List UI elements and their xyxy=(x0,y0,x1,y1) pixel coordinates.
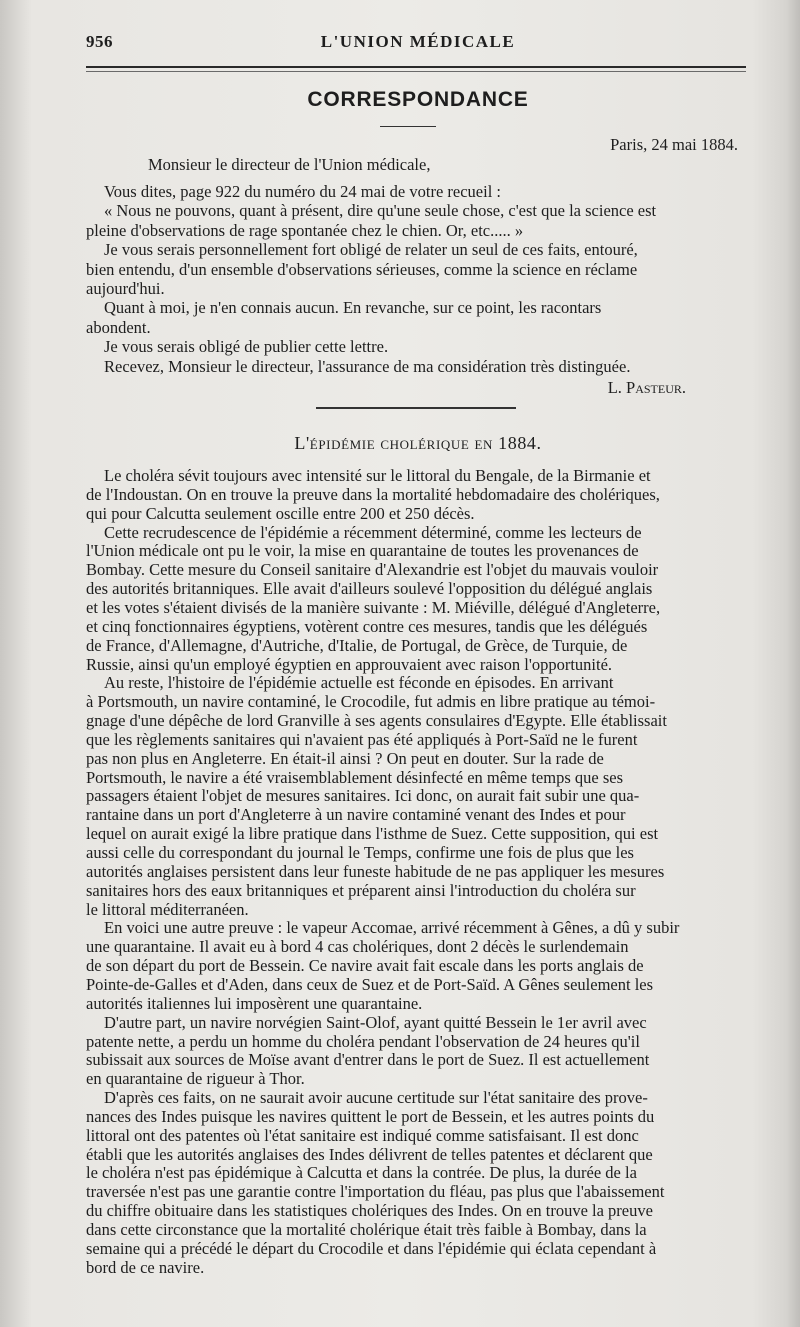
letter-line: pleine d'observations de rage spontanée chez le chien. Or, etc..... » xyxy=(86,220,524,240)
article-line: dans cette circonstance que la mortalité cholérique était très faible à Bombay, dans la xyxy=(86,1220,647,1239)
article-line: autorités italiennes lui imposèrent une quarantaine. xyxy=(86,993,423,1013)
article-line: l'Union médicale ont pu le voir, la mise en quarantaine de toutes les provenances de xyxy=(86,541,639,561)
article-line: D'après ces faits, on ne saurait avoir aucune certitude sur l'état sanitaire des prove- xyxy=(104,1088,648,1108)
article-line: des autorités britanniques. Elle avait d'ailleurs soulevé l'opposition du délégué anglais xyxy=(86,579,653,599)
article-line: D'autre part, un navire norvégien Saint-Olof, ayant quitté Bessein le 1er avril avec xyxy=(104,1012,647,1032)
letter-line: « Nous ne pouvons, quant à présent, dire qu'une seule chose, c'est que la science est xyxy=(104,201,657,221)
article-line: en quarantaine de rigueur à Thor. xyxy=(86,1069,305,1089)
article-line: traversée n'est pas une garantie contre l'importation du fléau, pas plus que l'abaissement xyxy=(86,1182,665,1202)
header-rule xyxy=(86,66,746,68)
section-heading-correspondance: CORRESPONDANCE xyxy=(307,88,529,111)
article-line: passagers étaient l'objet de mesures sanitaires. Ici donc, on aurait fait subir une qua- xyxy=(86,786,640,806)
article-line: semaine qui a précédé le départ du Crocodile et dans l'épidémie qui éclata cependant à xyxy=(86,1238,657,1258)
article-line: à Portsmouth, un navire contaminé, le Crocodile, fut admis en libre pratique au témoi- xyxy=(86,692,656,712)
page-edge-shadow xyxy=(786,0,800,1327)
article-line: bord de ce navire. xyxy=(86,1257,205,1277)
article-line: Portsmouth, le navire a été vraisemblablement désinfecté en même temps que ses xyxy=(86,767,623,787)
article-title: L'épidémie cholérique en 1884. xyxy=(294,433,542,453)
signature: L. Pasteur. xyxy=(607,378,686,397)
journal-title: L'UNION MÉDICALE xyxy=(320,32,516,51)
article-line: de France, d'Allemagne, d'Autriche, d'Italie, de Portugal, de Grèce, de Turquie, de xyxy=(86,635,628,655)
article-line: lequel on aurait exigé la libre pratique dans l'isthme de Suez. Cette supposition, qui est xyxy=(86,824,659,844)
dateline: Paris, 24 mai 1884. xyxy=(610,135,738,154)
article-line: pas non plus en Angleterre. En était-il ainsi ? On peut en douter. Sur la rade de xyxy=(86,748,604,768)
article-line: qui pour Calcutta seulement oscille entre 200 et 250 décès. xyxy=(86,503,475,523)
article-line: rantaine dans un port d'Angleterre à un navire contaminé venant des Indes et pour xyxy=(86,805,626,825)
article-line: de son départ du port de Bessein. Ce navire avait fait escale dans les ports anglais de xyxy=(86,956,644,976)
article-line: En voici une autre preuve : le vapeur Accomae, arrivé récemment à Gênes, a dû y subir xyxy=(104,918,680,938)
running-head xyxy=(86,32,750,62)
article-line: Russie, ainsi qu'un employé égyptien en approuvaient avec raison l'opportunité. xyxy=(86,654,613,674)
article-line: de l'Indoustan. On en trouve la preuve dans la mortalité hebdomadaire des cholériques, xyxy=(86,484,660,504)
article-line: Bombay. Cette mesure du Conseil sanitaire d'Alexandrie est l'objet du mauvais vouloir xyxy=(86,560,659,580)
article-line: Pointe-de-Galles et d'Aden, dans ceux de Suez et de Port-Saïd. A Gênes seulement les xyxy=(86,974,654,994)
letter-line: Vous dites, page 922 du numéro du 24 mai de votre recueil : xyxy=(104,182,501,201)
article-line: le choléra n'est pas épidémique à Calcutta et dans la contrée. De plus, la durée de la xyxy=(86,1163,637,1183)
article-line: du chiffre obituaire dans les statistiques cholériques des Indes. On en trouve la preuve xyxy=(86,1201,653,1221)
letter-line: Je vous serais personnellement fort obligé de relater un seul de ces faits, entouré, xyxy=(104,240,638,260)
article-line: sanitaires hors des eaux britanniques et préparent ainsi l'introduction du choléra sur xyxy=(86,880,636,900)
article-line: Cette recrudescence de l'épidémie a récemment déterminé, comme les lecteurs de xyxy=(104,522,642,542)
article-line: et cinq fonctionnaires égyptiens, votèrent contre ces mesures, tandis que les délégués xyxy=(86,616,648,636)
article-line: que les règlements sanitaires qui n'avaient pas été appliqués à Port-Saïd ne le furent xyxy=(86,729,638,749)
article-line: Au reste, l'histoire de l'épidémie actuelle est féconde en épisodes. En arrivant xyxy=(104,673,614,693)
article-line: patente nette, a perdu un homme du choléra pendant l'observation de 24 heures qu'il xyxy=(86,1031,640,1051)
letter-line: aujourd'hui. xyxy=(86,279,165,298)
section-divider xyxy=(316,407,516,409)
article-line: une quarantaine. Il avait eu à bord 4 cas cholériques, dont 2 décès le surlendemain xyxy=(86,937,629,957)
article-line: établi que les autorités anglaises des Indes délivrent de telles patentes et déclarent que xyxy=(86,1144,653,1164)
article-line: littoral ont des patentes où l'état sanitaire est indiqué comme satisfaisant. Il est donc xyxy=(86,1125,639,1145)
article-line: le littoral méditerranéen. xyxy=(86,899,249,919)
header-rule-thin xyxy=(86,71,746,72)
letter-line: abondent. xyxy=(86,317,151,337)
page-number: 956 xyxy=(86,32,113,51)
article-line: gnage d'une dépêche de lord Granville à ses agents consulaires d'Egypte. Elle établissait xyxy=(86,711,667,731)
letter-line: Recevez, Monsieur le directeur, l'assurance de ma considération très distinguée. xyxy=(104,356,631,376)
article-line: aussi celle du correspondant du journal le Temps, confirme une fois de plus que les xyxy=(86,843,634,862)
article-line: nances des Indes puisque les navires quittent le port de Bessein, et les autres points du xyxy=(86,1106,655,1126)
article-line: et les votes s'étaient divisés de la manière suivante : M. Miéville, délégué d'Angleterre, xyxy=(86,597,661,617)
letter-line: Je vous serais obligé de publier cette lettre. xyxy=(104,337,389,357)
article-line: subissait aux sources de Moïse avant d'entrer dans le port de Suez. Il est actuellement xyxy=(86,1050,650,1070)
salutation: Monsieur le directeur de l'Union médicale, xyxy=(148,155,431,174)
heading-short-rule xyxy=(380,126,436,127)
letter-line: Quant à moi, je n'en connais aucun. En revanche, sur ce point, les racontars xyxy=(104,298,602,318)
article-line: Le choléra sévit toujours avec intensité sur le littoral du Bengale, de la Birmanie et xyxy=(104,466,651,485)
letter-line: bien entendu, d'un ensemble d'observations sérieuses, comme la science en réclame xyxy=(86,259,638,279)
article-line: autorités anglaises persistent dans leur funeste habitude de ne pas appliquer les mesures xyxy=(86,861,665,881)
